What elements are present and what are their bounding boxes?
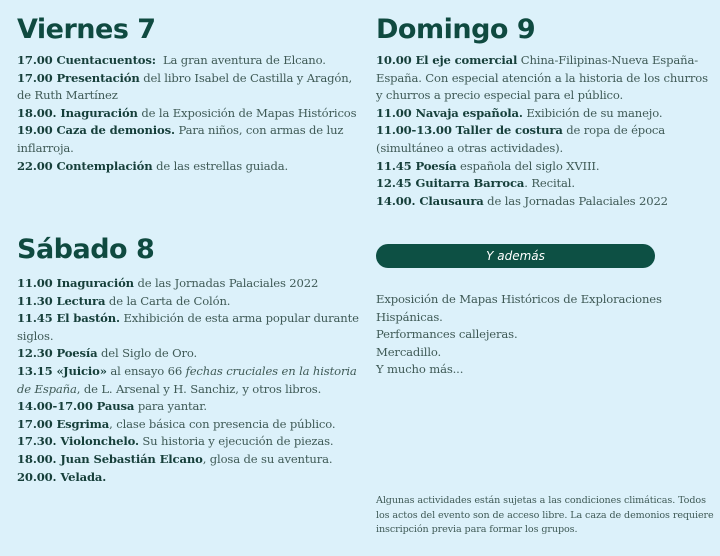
day-title-viernes: Viernes 7 (17, 14, 156, 45)
event-desc: de las Jornadas Palaciales 2022 (483, 193, 668, 208)
event-item (17, 105, 362, 123)
event-title: 13.15 «Juicio» (17, 363, 107, 378)
event-item (17, 70, 362, 105)
day-title-sabado: Sábado 8 (17, 234, 155, 265)
event-title: 17.00 Cuentacuentos: (17, 53, 156, 67)
event-desc: , de L. Arsenal y H. Sanchiz, y otros libros. (76, 381, 322, 396)
event-desc: del Siglo de Oro. (97, 346, 198, 361)
footnote-text: Algunas actividades están sujetas a las condiciones climáticas. Todos los actos del evento son de acceso libre. La caza de demonios requiere inscripción previa para formar los grupos. (376, 495, 714, 535)
event-item (376, 175, 716, 193)
event-title: 17.00 Presentación (17, 70, 140, 85)
sabado-section (17, 234, 362, 486)
event-title: 11.00 Navaja española. (376, 105, 523, 120)
event-title: 18.00. Juan Sebastián Elcano (17, 451, 203, 466)
event-item (17, 275, 362, 293)
event-item (17, 310, 362, 345)
event-item (17, 416, 362, 434)
event-desc: . Recital. (524, 176, 575, 191)
event-item (17, 363, 362, 398)
event-title: 22.00 Contemplación (17, 158, 153, 173)
event-desc: española del siglo XVIII. (456, 158, 600, 173)
event-title: 12.45 Guitarra Barroca (376, 176, 525, 191)
ademas-item: Exposición de Mapas Históricos de Exploraciones Hispánicas. (376, 292, 662, 324)
event-title: 14.00. Clausaura (376, 193, 484, 208)
event-item (376, 52, 716, 105)
ademas-item: Performances callejeras. (376, 327, 518, 342)
event-title: 11.00-13.00 Taller de costura (376, 123, 563, 138)
viernes-section (17, 14, 362, 175)
event-title: 12.30 Poesía (17, 346, 98, 361)
event-item (17, 345, 362, 363)
event-desc: Exhibición de esta arma popular durante siglos. (17, 311, 359, 343)
event-title: 11.30 Lectura (17, 293, 106, 308)
domingo-events (376, 52, 716, 210)
event-title: 20.00. Velada. (17, 469, 107, 484)
event-desc: La gran aventura de Elcano. (155, 53, 326, 67)
day-title-domingo: Domingo 9 (376, 14, 536, 45)
event-item (17, 158, 362, 176)
event-desc: de la Carta de Colón. (105, 293, 231, 308)
event-title: 11.00 Inaguración (17, 276, 134, 290)
event-title: 10.00 El eje comercial (376, 53, 518, 67)
event-title: 19.00 Caza de demonios. (17, 123, 175, 138)
event-item (17, 52, 362, 70)
event-desc: , glosa de su aventura. (202, 451, 333, 466)
event-item (376, 193, 716, 211)
event-desc: Su historia y ejecución de piezas. (138, 434, 334, 449)
event-desc: de las estrellas guiada. (152, 158, 289, 173)
ademas-list (376, 291, 716, 379)
footnote (376, 494, 716, 538)
event-item (17, 122, 362, 157)
event-title: 17.00 Esgrima (17, 416, 110, 431)
sabado-events (17, 275, 362, 486)
event-desc: Para niños, con armas de luz inflarroja. (17, 123, 344, 155)
event-desc: , clase básica con presencia de público. (109, 416, 336, 431)
book-title: fechas cruciales en la historia de España (17, 363, 357, 396)
event-desc: China-Filipinas-Nueva España-España. Con especial atención a la historia de los churros y churros a precio especial para el público. (376, 53, 708, 103)
event-item (17, 398, 362, 416)
event-desc: de las Jornadas Palaciales 2022 (133, 276, 319, 290)
event-item (376, 158, 716, 176)
ademas-item: Y mucho más... (376, 362, 464, 377)
event-desc: al ensayo 66 (106, 363, 186, 378)
event-item (17, 469, 362, 487)
event-item (17, 433, 362, 451)
event-desc: de ropa de época (simultáneo a otras actividades). (376, 123, 665, 155)
viernes-events (17, 52, 362, 175)
event-desc: Exibición de su manejo. (522, 105, 663, 120)
event-title: 17.30. Violonchelo. (17, 434, 139, 449)
ademas-banner: Y además (376, 244, 655, 268)
event-title: 18.00. Inaguración (17, 105, 138, 120)
event-title: 11.45 Poesía (376, 158, 457, 173)
event-desc: para yantar. (134, 399, 207, 414)
event-item (17, 293, 362, 311)
event-item (376, 122, 716, 157)
event-desc: del libro Isabel de Castilla y Aragón, de Ruth Martínez (17, 70, 353, 103)
event-title: 14.00-17.00 Pausa (17, 399, 135, 414)
ademas-item: Mercadillo. (376, 344, 442, 359)
event-item (376, 105, 716, 123)
event-item (17, 451, 362, 469)
event-desc: de la Exposición de Mapas Históricos (137, 105, 357, 120)
event-title: 11.45 El bastón. (17, 311, 120, 326)
domingo-section (376, 14, 716, 210)
